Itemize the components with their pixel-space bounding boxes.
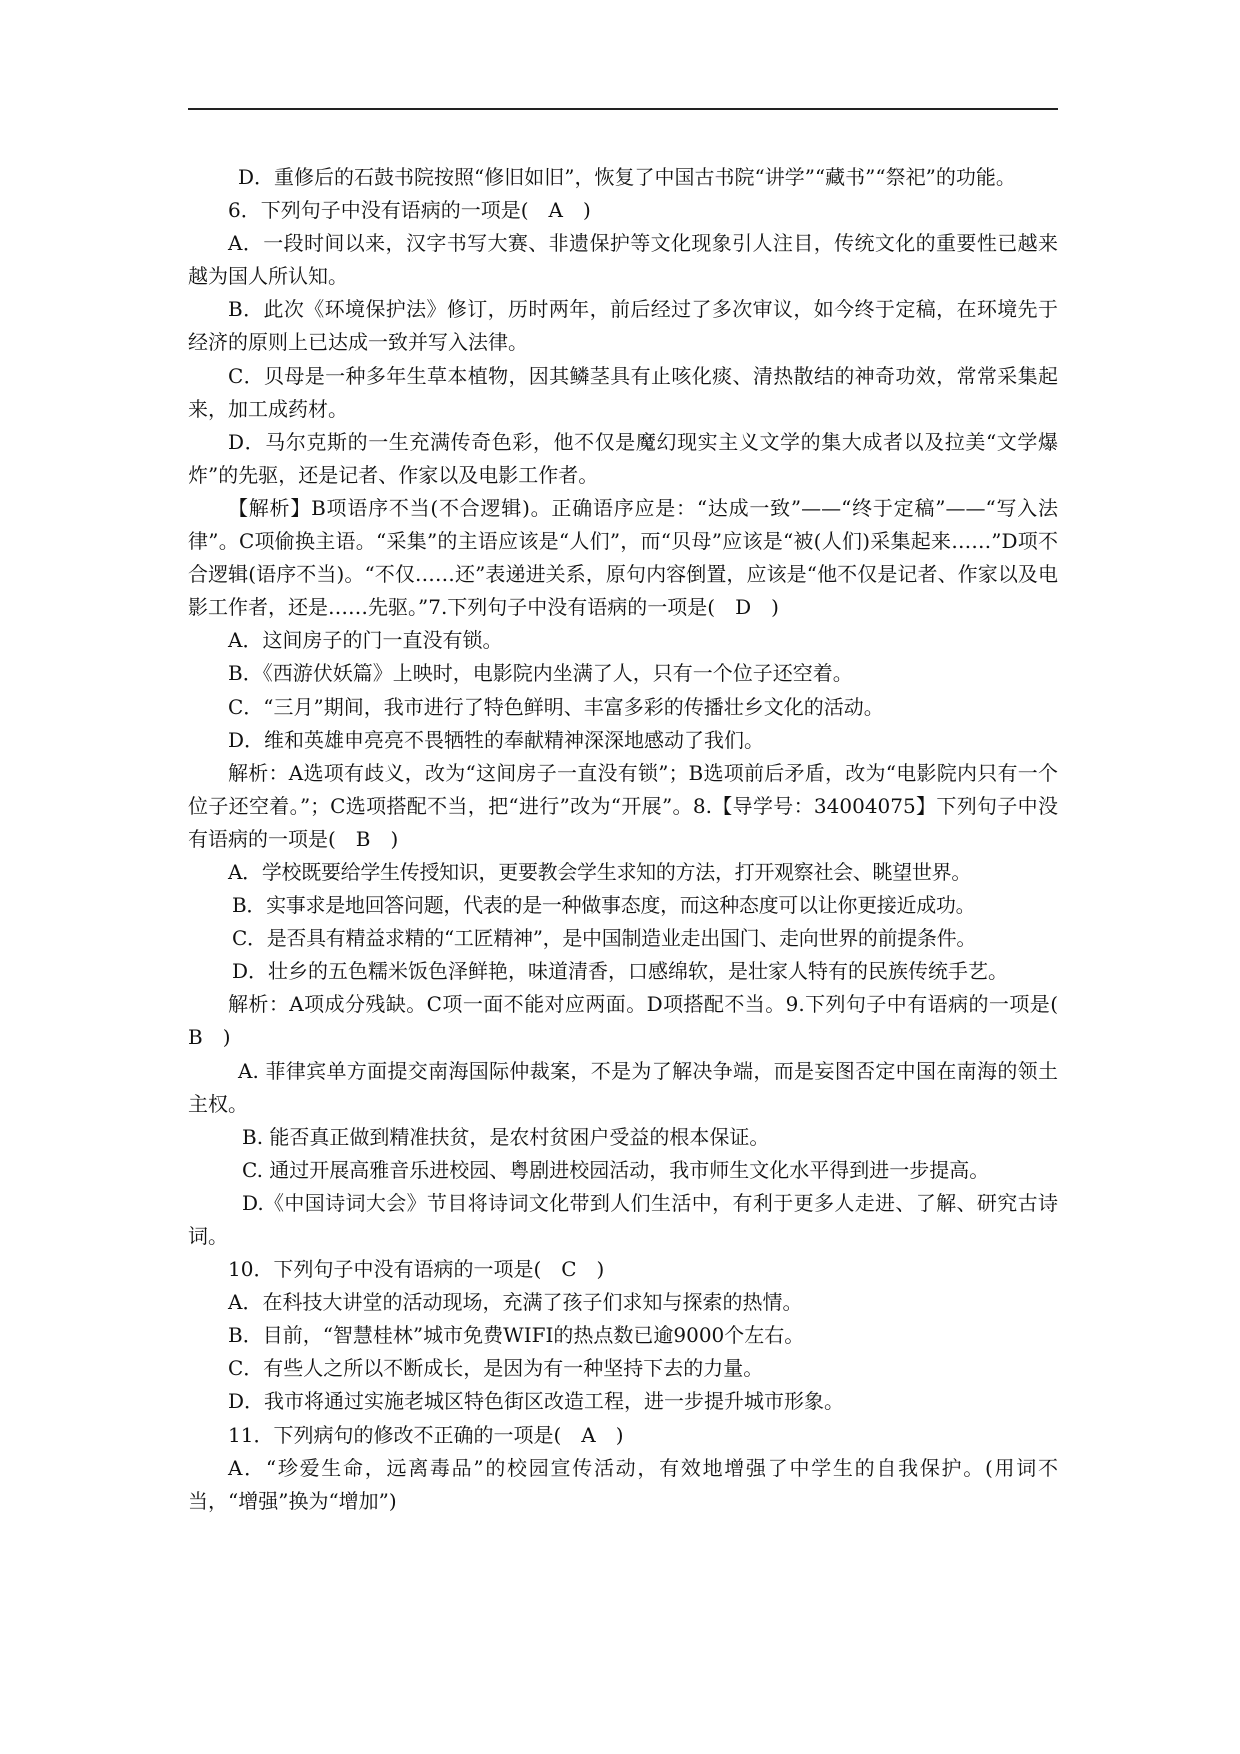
option-q7-a: A．这间房子的门一直没有锁。 xyxy=(228,628,503,653)
option-q10-a: A．在科技大讲堂的活动现场，充满了孩子们求知与探索的热情。 xyxy=(228,1290,803,1315)
option-q8-b: B．实事求是地回答问题，代表的是一种做事态度，而这种态度可以让你更接近成功。 xyxy=(232,893,976,918)
option-q9-c: C. 通过开展高雅音乐进校园、粤剧进校园活动，我市师生文化水平得到进一步提高。 xyxy=(242,1157,990,1182)
option-q6-c: C．贝母是一种多年生草本植物，因其鳞茎具有止咳化痰、清热散结的神奇功效，常常采集起来，加工成药材。 xyxy=(188,363,1058,421)
question-11-stem: 11．下列病句的修改不正确的一项是( A ) xyxy=(228,1422,624,1447)
option-q8-a: A．学校既要给学生传授知识，更要教会学生求知的方法，打开观察社会、眺望世界。 xyxy=(228,859,972,884)
option-q5-d: D．重修后的石鼓书院按照“修旧如旧”，恢复了中国古书院“讲学”“藏书”“祭祀”的功能。 xyxy=(238,165,1016,189)
option-q8-d: D．壮乡的五色糯米饭色泽鲜艳，味道清香，口感绵软，是壮家人特有的民族传统手艺。 xyxy=(232,959,1009,984)
question-6-stem: 6．下列句子中没有语病的一项是( A ) xyxy=(228,198,591,223)
option-q7-d: D．维和英雄申亮亮不畏牺牲的奉献精神深深地感动了我们。 xyxy=(228,727,765,752)
option-q10-c: C．有些人之所以不断成长，是因为有一种坚持下去的力量。 xyxy=(228,1356,764,1381)
header-rule xyxy=(188,108,1058,110)
option-q9-d: D.《中国诗词大会》节目将诗词文化带到人们生活中，有利于更多人走进、了解、研究古诗词。 xyxy=(188,1190,1058,1248)
option-q7-b: B．《西游伏妖篇》上映时，电影院内坐满了人，只有一个位子还空着。 xyxy=(228,661,853,686)
analysis-q6: 【解析】B项语序不当(不合逻辑)。正确语序应是：“达成一致”——“终于定稿”——“写入法律”。C项偷换主语。“采集”的主语应该是“人们”，而“贝母”应该是“被(人们)采集起来……”D项不合逻辑(语序不当)。“不仅……还”表递进关系，原句内容倒置，应该是“他不仅是记者、作家以及电影工作者，还是……先驱。”7.下列句子中没有语病的一项是( D ) xyxy=(188,495,1058,620)
option-q10-d: D．我市将通过实施老城区特色街区改造工程，进一步提升城市形象。 xyxy=(228,1389,845,1414)
option-q11-a: A．“珍爱生命，远离毒品”的校园宣传活动，有效地增强了中学生的自我保护。(用词不当，“增强”换为“增加”) xyxy=(188,1455,1058,1513)
analysis-q7: 解析：A选项有歧义，改为“这间房子一直没有锁”；B选项前后矛盾，改为“电影院内只有一个位子还空着。”；C选项搭配不当，把“进行”改为“开展”。8.【导学号：34004075】下列句子中没有语病的一项是( B ) xyxy=(188,760,1058,851)
question-10-stem: 10．下列句子中没有语病的一项是( C ) xyxy=(228,1257,605,1282)
option-q6-a: A．一段时间以来，汉字书写大赛、非遗保护等文化现象引人注目，传统文化的重要性已越来越为国人所认知。 xyxy=(188,231,1058,289)
option-q9-a: A. 菲律宾单方面提交南海国际仲裁案，不是为了解决争端，而是妄图否定中国在南海的领土主权。 xyxy=(188,1058,1058,1116)
option-q8-c: C．是否具有精益求精的“工匠精神”，是中国制造业走出国门、走向世界的前提条件。 xyxy=(232,926,977,951)
document-body xyxy=(188,161,1078,1518)
option-q9-b: B. 能否真正做到精准扶贫，是农村贫困户受益的根本保证。 xyxy=(242,1124,770,1149)
analysis-q8: 解析：A项成分残缺。C项一面不能对应两面。D项搭配不当。9.下列句子中有语病的一项是( B ) xyxy=(188,992,1078,1050)
option-q7-c: C．“三月”期间，我市进行了特色鲜明、丰富多彩的传播壮乡文化的活动。 xyxy=(228,694,884,719)
option-q6-b: B．此次《环境保护法》修订，历时两年，前后经过了多次审议，如今终于定稿，在环境先于经济的原则上已达成一致并写入法律。 xyxy=(188,297,1058,355)
option-q10-b: B．目前，“智慧桂林”城市免费WIFI的热点数已逾9000个左右。 xyxy=(228,1323,805,1348)
option-q6-d: D．马尔克斯的一生充满传奇色彩，他不仅是魔幻现实主义文学的集大成者以及拉美“文学爆炸”的先驱，还是记者、作家以及电影工作者。 xyxy=(188,429,1058,487)
